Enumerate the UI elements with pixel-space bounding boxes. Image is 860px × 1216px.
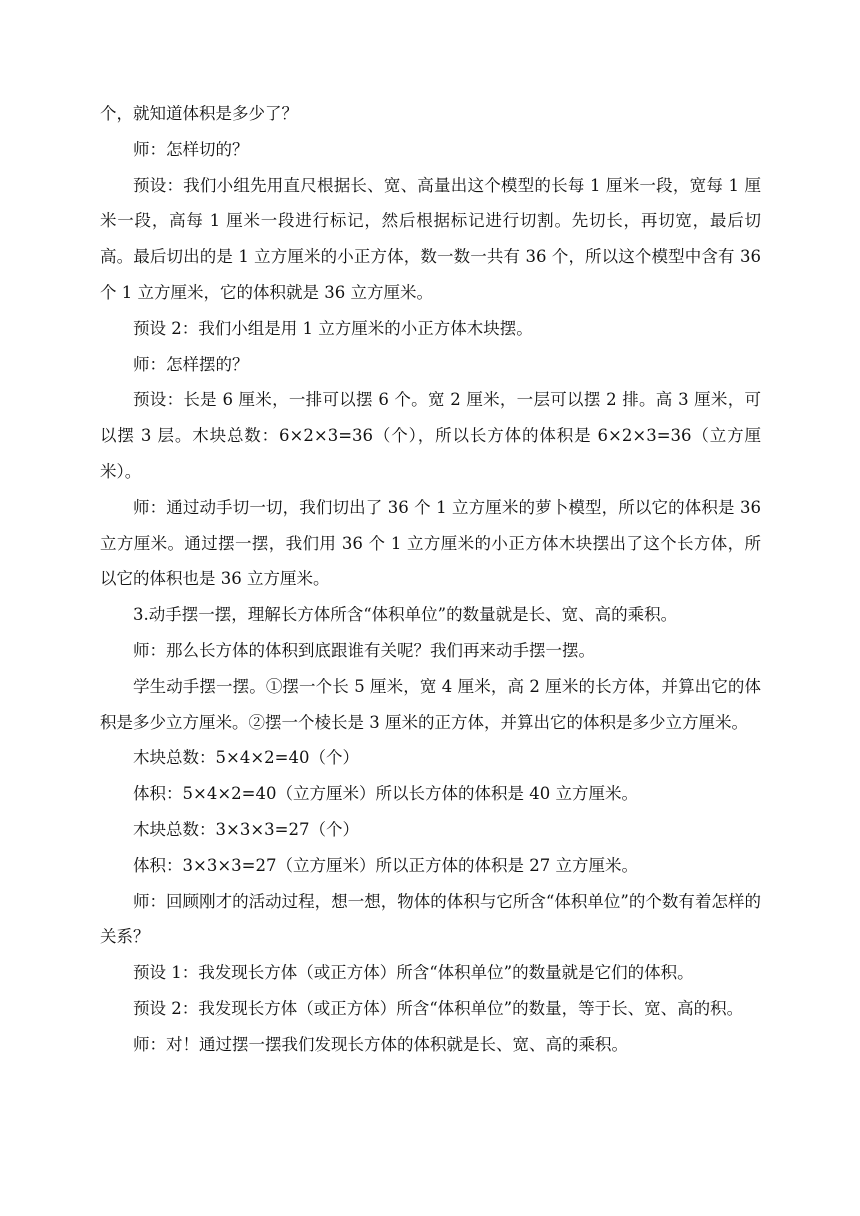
paragraph: 木块总数：5×4×2=40（个）	[133, 748, 359, 768]
paragraph: 预设：我们小组先用直尺根据长、宽、高量出这个模型的长每 1 厘米一段，宽每 1 厘米一段，高每 1 厘米一段进行标记，然后根据标记进行切割。先切长，再切宽，最后切高。最后切出的是 1 立方厘米的小正方体，数一数一共有 36 个，所以这个模型中含有 36 个 1 立方厘米，它的体积就是 36 立方厘米。	[100, 175, 761, 302]
paragraph: 预设 2：我发现长方体（或正方体）所含“体积单位”的数量，等于长、宽、高的积。	[133, 998, 744, 1018]
paragraph: 体积：5×4×2=40（立方厘米）所以长方体的体积是 40 立方厘米。	[133, 784, 638, 804]
paragraph: 预设 2：我们小组是用 1 立方厘米的小正方体木块摆。	[133, 318, 533, 338]
paragraph: 师：怎样切的？	[133, 139, 249, 159]
paragraph: 木块总数：3×3×3=27（个）	[133, 819, 359, 839]
paragraph: 师：回顾刚才的活动过程，想一想，物体的体积与它所含“体积单位”的个数有着怎样的关系？	[100, 891, 761, 947]
section-heading: 3.动手摆一摆，理解长方体所含“体积单位”的数量就是长、宽、高的乘积。	[133, 605, 678, 625]
paragraph: 学生动手摆一摆。①摆一个长 5 厘米，宽 4 厘米，高 2 厘米的长方体，并算出它的体积是多少立方厘米。②摆一个棱长是 3 厘米的正方体，并算出它的体积是多少立方厘米。	[100, 676, 761, 732]
paragraph: 师：那么长方体的体积到底跟谁有关呢？我们再来动手摆一摆。	[133, 640, 595, 660]
paragraph: 师：怎样摆的？	[133, 354, 249, 374]
document-page	[100, 96, 761, 1063]
paragraph: 师：通过动手切一切，我们切出了 36 个 1 立方厘米的萝卜模型，所以它的体积是 36 立方厘米。通过摆一摆，我们用 36 个 1 立方厘米的小正方体木块摆出了这个长方体，所以它的体积也是 36 立方厘米。	[100, 497, 761, 589]
paragraph: 体积：3×3×3=27（立方厘米）所以正方体的体积是 27 立方厘米。	[133, 855, 638, 875]
paragraph: 预设 1：我发现长方体（或正方体）所含“体积单位”的数量就是它们的体积。	[133, 963, 694, 983]
paragraph: 师：对！通过摆一摆我们发现长方体的体积就是长、宽、高的乘积。	[133, 1034, 628, 1054]
paragraph: 预设：长是 6 厘米，一排可以摆 6 个。宽 2 厘米，一层可以摆 2 排。高 3 厘米，可以摆 3 层。木块总数：6×2×3=36（个），所以长方体的体积是 6×2×3=36（立方厘米）。	[100, 390, 761, 481]
paragraph: 个，就知道体积是多少了？	[100, 104, 298, 123]
